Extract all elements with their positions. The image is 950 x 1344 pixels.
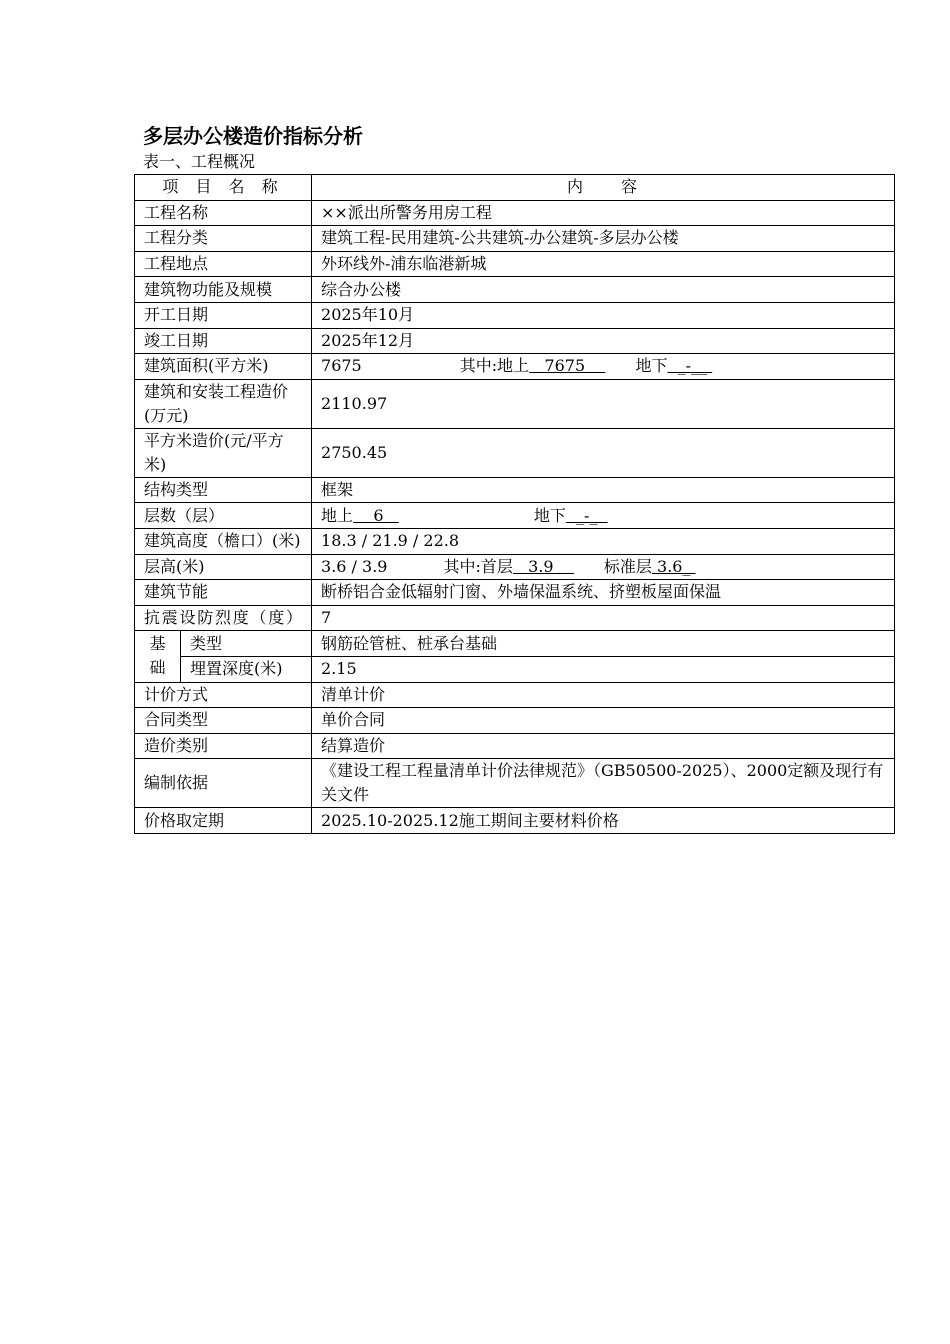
floor-height-first-label: 其中:首层: [443, 556, 513, 576]
row-label: 层数（层）: [135, 503, 312, 529]
project-overview-table: [134, 174, 895, 834]
row-value: 钢筋砼管桩、桩承台基础: [312, 631, 895, 657]
row-label: 建筑和安装工程造价(万元): [135, 379, 312, 428]
row-label: 编制依据: [135, 759, 312, 808]
floor-height-standard-value: 3.6_: [651, 556, 696, 576]
header-content: 内 容: [312, 175, 895, 201]
row-label: 价格取定期: [135, 808, 312, 834]
row-value: [312, 503, 895, 529]
row-value: 结算造价: [312, 733, 895, 759]
row-label: 合同类型: [135, 708, 312, 734]
table-row: [135, 503, 895, 529]
row-label: 类型: [181, 631, 312, 657]
row-label: 工程分类: [135, 226, 312, 252]
row-value: 《建设工程工程量清单计价法律规范》（GB50500-2025）、2000定额及现行有关文件: [312, 759, 895, 808]
table-row: [135, 580, 895, 606]
row-value: 外环线外-浦东临港新城: [312, 251, 895, 277]
row-value: ××派出所警务用房工程: [312, 200, 895, 226]
floors-above-value: 6: [353, 505, 399, 525]
row-label: 抗震设防烈度（度）: [135, 605, 312, 631]
row-value: 2025.10-2025.12施工期间主要材料价格: [312, 808, 895, 834]
row-label: 建筑物功能及规模: [135, 277, 312, 303]
row-label: 平方米造价(元/平方米): [135, 428, 312, 477]
floors-below-value: _-_: [565, 505, 608, 525]
row-value: 2025年12月: [312, 328, 895, 354]
row-value: 2110.97: [312, 379, 895, 428]
row-label: 结构类型: [135, 477, 312, 503]
table-row: [135, 277, 895, 303]
row-value: 18.3 / 21.9 / 22.8: [312, 528, 895, 554]
floor-area-above-label: 其中:地上: [459, 356, 530, 376]
table-row: [135, 528, 895, 554]
floor-area-below-label: 地下: [635, 356, 668, 376]
row-value: 2750.45: [312, 428, 895, 477]
row-value: 单价合同: [312, 708, 895, 734]
table-row: [135, 354, 895, 380]
row-value: 建筑工程-民用建筑-公共建筑-办公建筑-多层办公楼: [312, 226, 895, 252]
table-row: [135, 251, 895, 277]
table-row: [135, 379, 895, 428]
row-label: 竣工日期: [135, 328, 312, 354]
row-label: 工程地点: [135, 251, 312, 277]
floors-above-label: 地上: [321, 505, 354, 525]
table-header-row: [135, 175, 895, 201]
row-value: 综合办公楼: [312, 277, 895, 303]
table-row: [135, 477, 895, 503]
floor-height-first-value: 3.9: [512, 556, 574, 576]
floor-area-below-value: _-__: [667, 356, 713, 376]
table-row: [135, 631, 895, 657]
row-value: 框架: [312, 477, 895, 503]
table-caption: 表一、工程概况: [143, 152, 256, 171]
row-value: 2.15: [312, 656, 895, 682]
table-row: [135, 554, 895, 580]
table-row: [135, 682, 895, 708]
foundation-label: 基础: [135, 631, 181, 682]
table-row: [135, 733, 895, 759]
row-label: 造价类别: [135, 733, 312, 759]
row-value: [312, 354, 895, 380]
row-value: 清单计价: [312, 682, 895, 708]
header-item-name: 项 目 名 称: [135, 175, 312, 201]
table-row: [135, 200, 895, 226]
table-row: [135, 605, 895, 631]
table-row: [135, 328, 895, 354]
table-row: [135, 708, 895, 734]
row-value: 断桥铝合金低辐射门窗、外墙保温系统、挤塑板屋面保温: [312, 580, 895, 606]
document-title: 多层办公楼造价指标分析: [143, 124, 363, 148]
floor-height-range: 3.6 / 3.9: [321, 556, 388, 576]
table-row: [135, 808, 895, 834]
table-row: [135, 656, 895, 682]
row-value: [312, 554, 895, 580]
floors-below-label: 地下: [533, 505, 566, 525]
row-label: 建筑高度（檐口）(米): [135, 528, 312, 554]
row-value: 2025年10月: [312, 302, 895, 328]
row-label: 建筑节能: [135, 580, 312, 606]
table-row: [135, 759, 895, 808]
row-label: 计价方式: [135, 682, 312, 708]
row-label: 埋置深度(米): [181, 656, 312, 682]
table-row: [135, 226, 895, 252]
floor-area-above-value: 7675: [529, 356, 606, 376]
row-label: 开工日期: [135, 302, 312, 328]
row-label: 工程名称: [135, 200, 312, 226]
floor-area-total: 7675: [321, 356, 362, 376]
row-value: 7: [312, 605, 895, 631]
row-label: 建筑面积(平方米): [135, 354, 312, 380]
table-row: [135, 428, 895, 477]
table-row: [135, 302, 895, 328]
floor-height-standard-label: 标准层: [603, 556, 652, 576]
row-label: 层高(米): [135, 554, 312, 580]
